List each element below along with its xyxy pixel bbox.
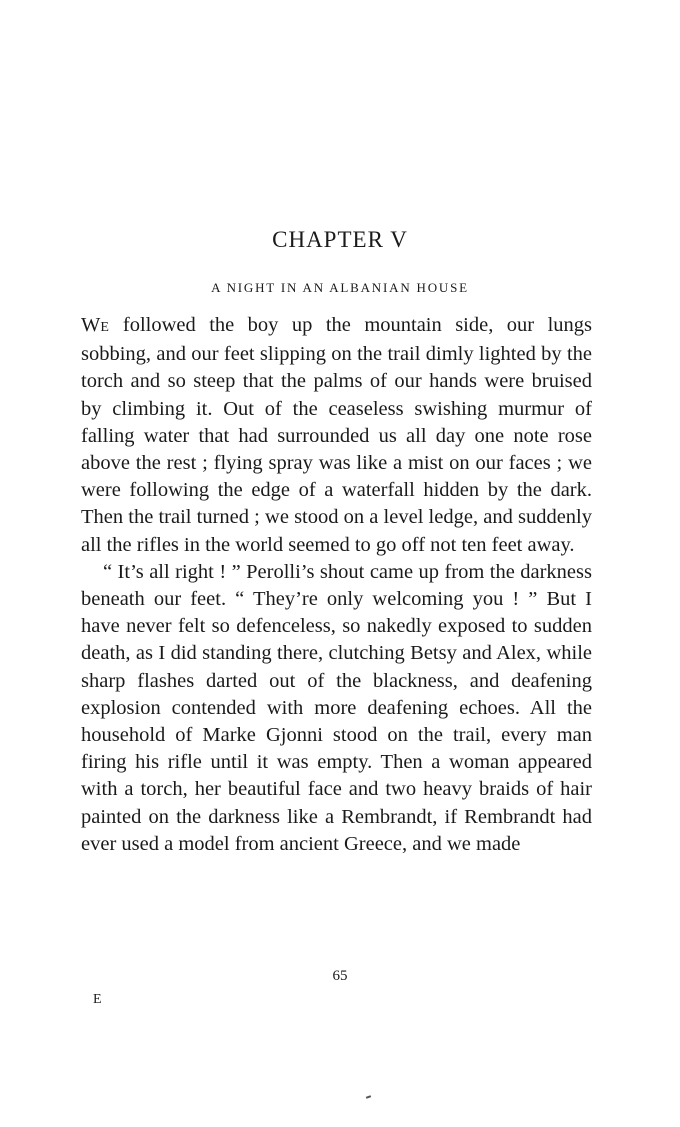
paragraph-2: “ It’s all right ! ” Perolli’s shout came up from the darkness beneath our feet. “ They’re only welcoming you ! ” But I have never felt so defenceless, so nakedly exposed to sudden death, as I did standing there, clutching Betsy and Alex, while sharp flashes darted out of the blackness, and deafening explosion contended with more deafening echoes. All the household of Marke Gjonni stood on the trail, every man firing his rifle until it was empty. Then a woman appeared with a torch, her beautiful face and two heavy braids of hair painted on the darkness like a Rembrandt, if Rembrandt had ever used a model from ancient Greece, and we made	[81, 560, 592, 855]
lead-small-caps: E	[100, 320, 110, 335]
paragraph-1-text: followed the boy up the mountain side, our lungs sobbing, and our feet slipping on the trail dimly lighted by the torch and so steep that the palms of our hands were bruised by climbing it. Out of the ceaseless swishing murmur of falling water that had surrounded us all day one note rose above the rest ; flying spray was like a mist on our faces ; we were following the edge of a waterfall hidden by the dark. Then the trail turned ; we stood on a level ledge, and suddenly all the rifles in the world seemed to go off not ten feet away.	[81, 314, 592, 556]
print-speck	[366, 1095, 371, 1099]
lead-capital: W	[81, 314, 101, 336]
chapter-subtitle: A NIGHT IN AN ALBANIAN HOUSE	[211, 280, 469, 295]
signature-mark: E	[93, 992, 102, 1007]
paragraph-1	[81, 312, 592, 559]
page-number: 65	[332, 968, 348, 984]
chapter-body	[81, 312, 592, 858]
chapter-title: CHAPTER V	[272, 227, 408, 252]
